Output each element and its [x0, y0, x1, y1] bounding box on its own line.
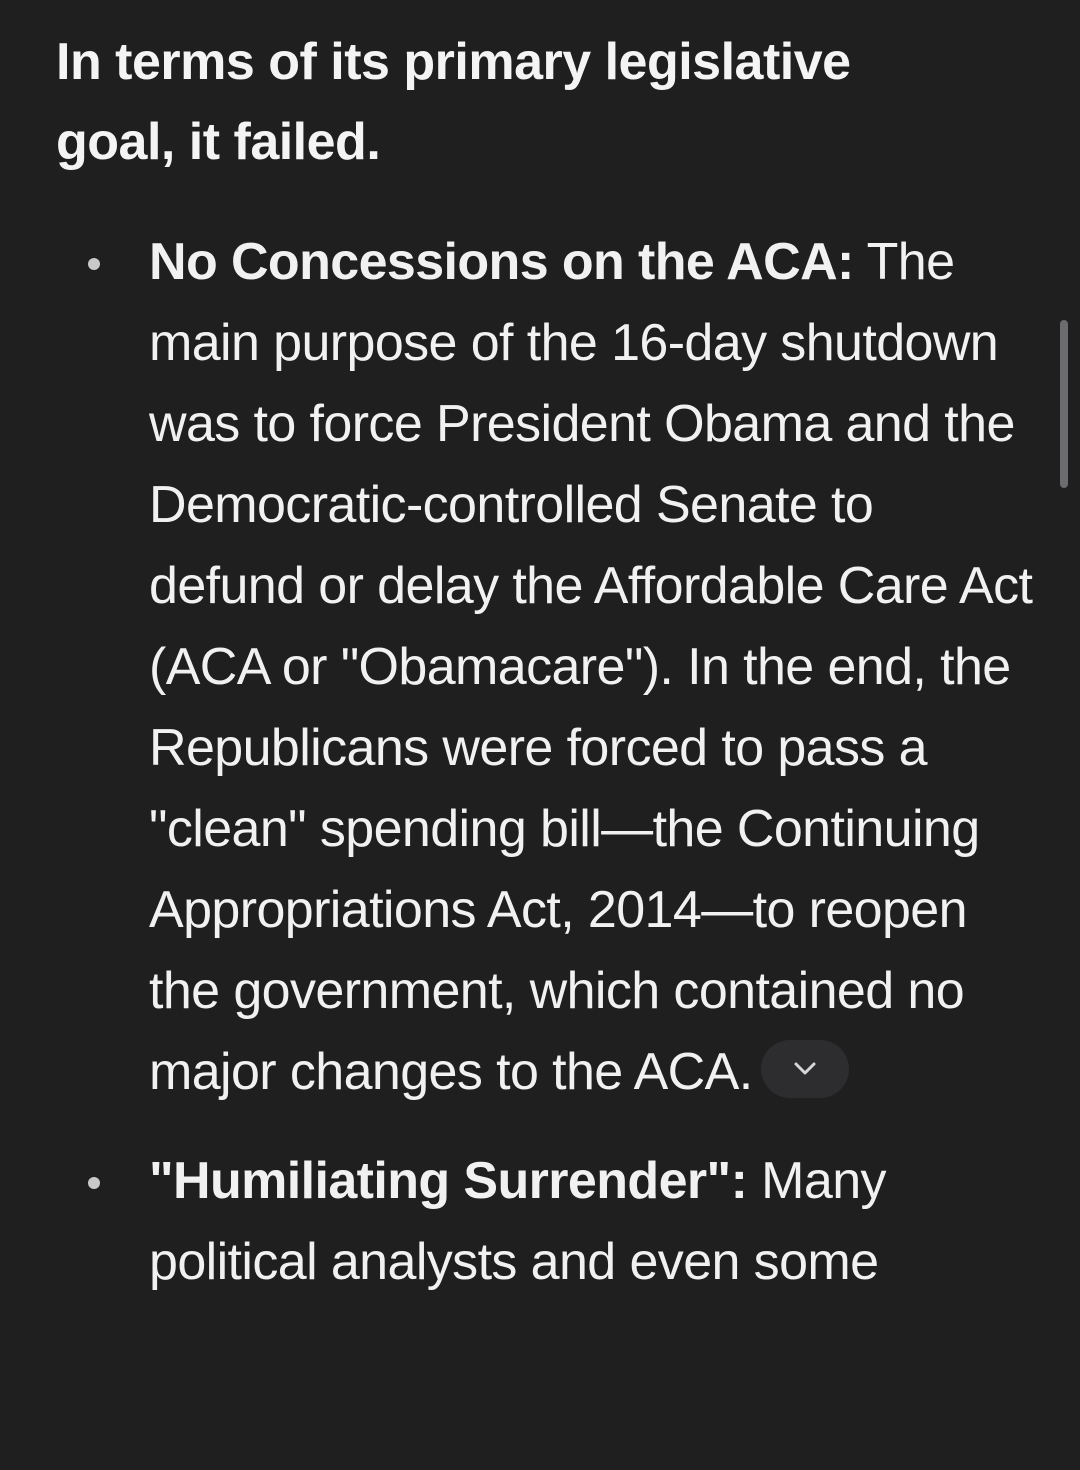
list-item [56, 222, 1036, 1113]
bullet-icon [88, 1177, 100, 1189]
response-heading: In terms of its primary legislative goal, it failed. [56, 33, 851, 171]
item-title: "Humiliating Surrender": [149, 1152, 748, 1210]
bullet-list [56, 222, 1036, 1303]
list-item [56, 1141, 1036, 1303]
expand-citation-button[interactable] [761, 1040, 849, 1098]
item-text: Many political analysts and even some [149, 1152, 886, 1291]
bullet-icon [88, 258, 100, 270]
chevron-down-icon [790, 1059, 820, 1079]
scrollbar-thumb[interactable] [1060, 320, 1068, 488]
item-text: The main purpose of the 16-day shutdown was to force President Obama and the Democratic-controlled Senate to defund or delay the Affordable Care Act (ACA or "Obamacare"). In the end, the Republicans were forced to pass a "clean" spending bill—the Continuing Appropriations Act, 2014—to reopen the government, which contained no major changes to the ACA. [149, 233, 1033, 1101]
item-title: No Concessions on the ACA: [149, 233, 854, 291]
response-content [56, 22, 1036, 1331]
